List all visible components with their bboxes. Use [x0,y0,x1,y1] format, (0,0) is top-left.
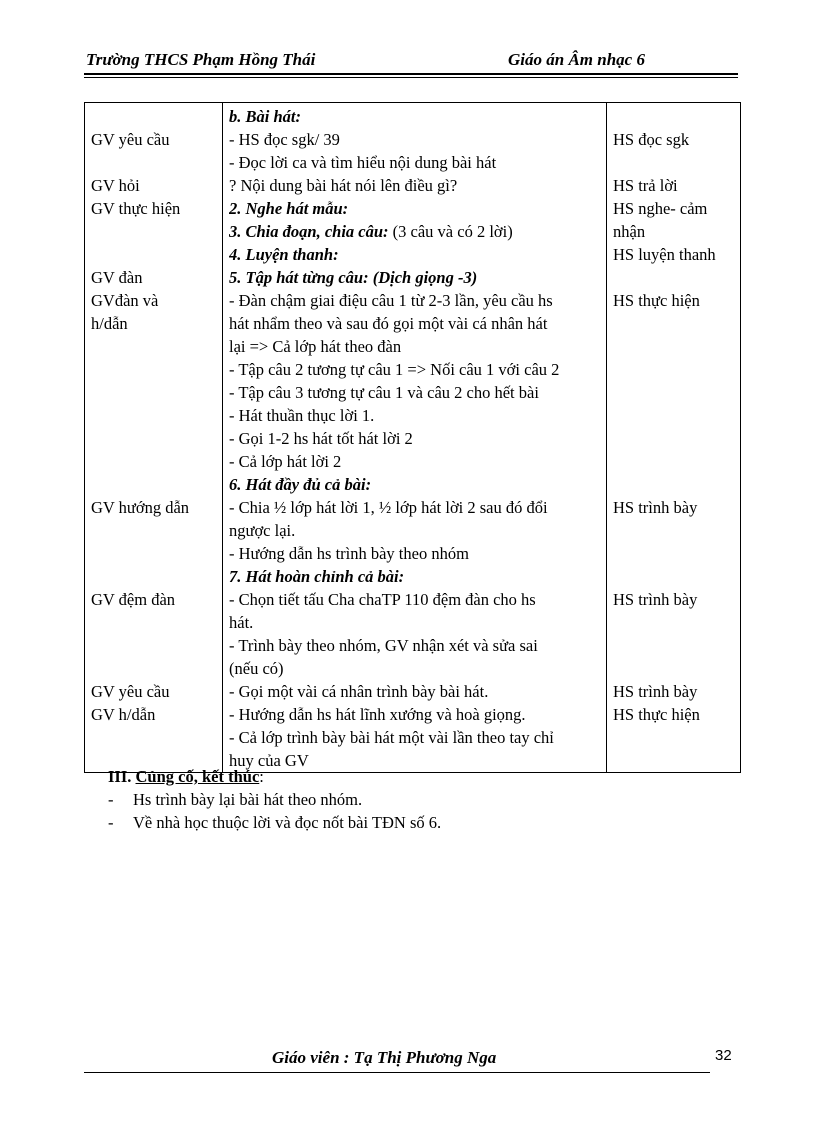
teacher-activity-line: GVđàn và [91,291,159,310]
lesson-table [84,102,741,773]
section-3 [108,765,728,834]
footer-teacher: Giáo viên : Tạ Thị Phương Nga [272,1048,497,1067]
teacher-activity-line: GV yêu cầu [91,682,170,701]
teacher-activity-line [91,220,217,243]
content-line: lại => Cả lớp hát theo đàn [229,337,402,356]
footer-rule [84,1072,710,1073]
teacher-activity-line [91,542,217,565]
list-item-text: Hs trình bày lại bài hát theo nhóm. [133,790,363,809]
student-activity-line: HS trình bày [613,682,698,701]
content-heading: 6. Hát đầy đủ cả bài: [229,475,372,494]
content-line: - Cả lớp trình bày bài hát một vài lần theo tay chỉ [229,728,554,747]
student-activity-line [613,657,735,680]
teacher-activity-line [91,427,217,450]
student-activity-line [613,450,735,473]
teacher-activity-line: GV h/dẫn [91,705,156,724]
header-rule [84,73,738,75]
content-line: ngược lại. [229,521,296,540]
teacher-activity-line [91,105,217,128]
content-line [229,220,601,243]
teacher-activity-line [91,243,217,266]
student-activity-line [613,358,735,381]
content-line: - Tập câu 2 tương tự câu 1 => Nối câu 1 với câu 2 [229,360,560,379]
teacher-activity-line [91,335,217,358]
teacher-activity-line: GV hướng dẫn [91,498,190,517]
content-line: ? Nội dung bài hát nói lên điều gì? [229,176,458,195]
content-column [223,103,607,773]
teacher-activity-column [85,103,223,773]
student-activity-line: HS nghe- cảm [613,199,708,218]
list-item [108,811,728,834]
student-activity-line: HS thực hiện [613,291,700,310]
student-activity-line: HS luyện thanh [613,245,716,264]
teacher-activity-line [91,473,217,496]
teacher-activity-line: GV yêu cầu [91,130,170,149]
student-activity-line: nhận [613,222,646,241]
student-activity-line [613,312,735,335]
student-activity-line [613,611,735,634]
header-subject: Giáo án Âm nhạc 6 [508,50,645,69]
content-line: - Chia ½ lớp hát lời 1, ½ lớp hát lời 2 sau đó đổi [229,498,548,517]
content-heading: 7. Hát hoàn chỉnh cả bài: [229,567,405,586]
content-heading: b. Bài hát: [229,107,301,126]
section-3-heading [108,765,728,788]
student-activity-line [613,565,735,588]
content-note: (3 câu và có 2 lời) [388,222,513,241]
content-line: - Chọn tiết tấu Cha chaTP 110 đệm đàn cho hs [229,590,536,609]
content-heading: 4. Luyện thanh: [229,245,339,264]
student-activity-line [613,473,735,496]
teacher-activity-line [91,381,217,404]
teacher-activity-line [91,151,217,174]
student-activity-column [607,103,741,773]
content-line: - Hướng dẫn hs trình bày theo nhóm [229,544,469,563]
content-line: - Đàn chậm giai điệu câu 1 từ 2-3 lần, yêu cầu hs [229,291,553,310]
content-line: - Gọi 1-2 hs hát tốt hát lời 2 [229,429,413,448]
teacher-activity-line [91,450,217,473]
student-activity-line [613,404,735,427]
content-heading: 2. Nghe hát mẫu: [229,199,349,218]
content-line: - Đọc lời ca và tìm hiểu nội dung bài hát [229,153,497,172]
bullet-dash: - [108,790,114,809]
content-line: (nếu có) [229,659,284,678]
student-activity-line [613,266,735,289]
content-line: - Gọi một vài cá nhân trình bày bài hát. [229,682,489,701]
student-activity-line: HS thực hiện [613,705,700,724]
content-line: - Cả lớp hát lời 2 [229,452,342,471]
student-activity-line: HS trình bày [613,498,698,517]
student-activity-line: HS trả lời [613,176,678,195]
list-item-text: Về nhà học thuộc lời và đọc nốt bài TĐN số 6. [133,813,442,832]
teacher-activity-line [91,726,217,749]
student-activity-line [613,726,735,749]
teacher-activity-line [91,404,217,427]
section-3-roman: III. [108,767,132,786]
teacher-activity-line [91,565,217,588]
content-heading: 5. Tập hát từng câu: (Dịch giọng -3) [229,268,478,287]
teacher-activity-line: GV đệm đàn [91,590,176,609]
list-item [108,788,728,811]
page-number: 32 [715,1047,732,1064]
content-line: huy của GV [229,751,309,770]
teacher-activity-line [91,611,217,634]
teacher-activity-line [91,519,217,542]
section-3-title: Củng cố, kết thúc [135,767,260,786]
student-activity-line [613,335,735,358]
teacher-activity-line [91,657,217,680]
content-line: hát. [229,613,254,632]
bullet-dash: - [108,813,114,832]
teacher-activity-line: GV hỏi [91,176,140,195]
teacher-activity-line [91,358,217,381]
teacher-activity-line: h/dẫn [91,314,128,333]
teacher-activity-line: GV đàn [91,268,143,287]
content-heading: 3. Chia đoạn, chia câu: [229,222,389,241]
content-line: - Hướng dẫn hs hát lĩnh xướng và hoà giọng. [229,705,526,724]
student-activity-line [613,381,735,404]
student-activity-line [613,519,735,542]
header-rule-thin [84,77,738,78]
student-activity-line: HS đọc sgk [613,130,690,149]
student-activity-line [613,542,735,565]
content-line: hát nhẩm theo và sau đó gọi một vài cá nhân hát [229,314,548,333]
content-line: - HS đọc sgk/ 39 [229,130,340,149]
student-activity-line [613,151,735,174]
table-row [85,103,741,773]
student-activity-line [613,427,735,450]
student-activity-line: HS trình bày [613,590,698,609]
header-school: Trường THCS Phạm Hồng Thái [86,50,316,69]
teacher-activity-line: GV thực hiện [91,199,181,218]
content-line: - Trình bày theo nhóm, GV nhận xét và sửa sai [229,636,538,655]
section-3-colon: : [259,767,264,786]
content-line: - Hát thuần thục lời 1. [229,406,375,425]
student-activity-line [613,634,735,657]
student-activity-line [613,105,735,128]
content-line: - Tập câu 3 tương tự câu 1 và câu 2 cho hết bài [229,383,539,402]
teacher-activity-line [91,634,217,657]
